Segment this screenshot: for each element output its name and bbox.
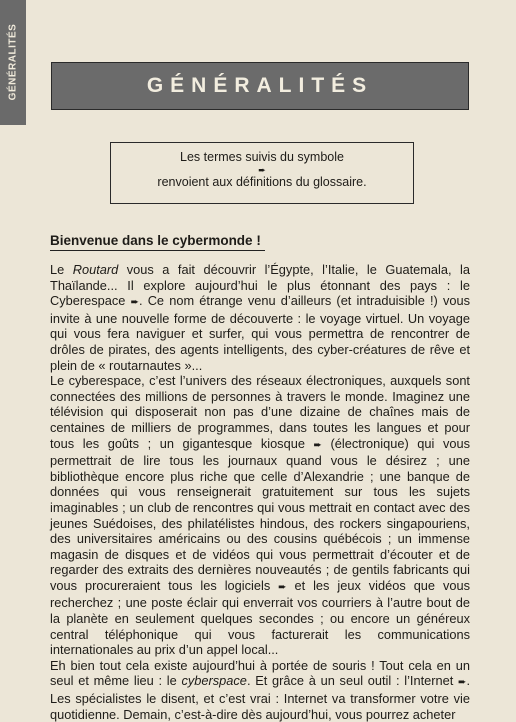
p2-text-c: et les jeux vidéos que vous recherchez ; une poste éclair qui enverrait vos courriers à l’autre bout de la planète en seulement quelques secondes ; ou encore un généreux central téléphonique qui vous facturerait les communications internationales au prix d’un appel local...: [50, 577, 471, 658]
side-tab-label: GÉNÉRALITÉS: [7, 23, 19, 101]
body-text: [50, 262, 470, 722]
page-title: GÉNÉRALITÉS: [146, 74, 374, 97]
p3-cyberspace: cyberspace: [181, 673, 247, 689]
paragraph-2: [50, 373, 470, 658]
glossary-note-line2: renvoient aux définitions du glossaire.: [157, 175, 367, 189]
p1-text-c: vous a fait découvrir l’Égypte, l’Italie, le Guatemala, la Thaïlande... Il explore aujourd’hui le plus étonnant des pays : le Cyberespace: [50, 262, 470, 309]
p3-text-a: Eh bien tout cela existe aujourd’hui à portée de souris ! Tout cela en un seul et même lieu : le: [50, 657, 470, 689]
glossary-arrow-icon: ➨: [130, 297, 139, 309]
title-banner: [51, 62, 469, 110]
p1-text-a: Le: [50, 262, 73, 277]
section-heading: Bienvenue dans le cybermonde !: [50, 233, 265, 251]
glossary-arrow-icon: ➨: [258, 165, 266, 175]
glossary-arrow-icon: ➨: [458, 677, 467, 689]
p2-text-b: (électronique) qui vous permettrait de lire tous les journaux quand vous le désirez ; une bibliothèque encore plus riche que celle d’Alexandrie ; une banque de données qui vous renseignerait gratuitement sur tous les sujets imaginables ; un club de rencontres qui vous mettrait en contact avec des jeunes Suédoises, des philatélistes hindous, des rockers singapouriens, des universitaires américains ou des cousins québécois ; un immense magasin de disques et de vidéos qui vous permettrait d’écouter et de regarder des extraits des dernières nouveautés ; de gentils fabricants qui vous procureraient tous les logiciels: [50, 435, 470, 593]
p2-text-a: Le cyberespace, c’est l’univers des réseaux électroniques, auxquels sont connectées des millions de personnes à travers le monde. Imaginez une télévision qui disposerait non pas d’une dizaine de chaînes mais de centaines de milliers de programmes, dans toutes les langues et pour tous les goûts ; un gigantesque kiosque: [50, 373, 470, 451]
p1-routard: Routard: [72, 262, 119, 277]
p3-text-d: . Les spécialistes le disent, et c’est vrai : Internet va transformer votre vie quotidienne. Demain, c’est-à-dire dès aujourd’hui, vous pourrez acheter: [50, 673, 470, 722]
paragraph-3: [50, 658, 470, 722]
p3-text-c: . Et grâce à un seul outil : l’Internet: [246, 673, 459, 689]
glossary-arrow-icon: ➨: [278, 581, 287, 593]
glossary-note-line1: Les termes suivis du symbole: [180, 150, 344, 164]
section-side-tab: [0, 0, 26, 125]
paragraph-1: [50, 262, 470, 373]
glossary-note-box: [110, 142, 414, 204]
glossary-arrow-icon: ➨: [313, 439, 322, 451]
p1-text-d: . Ce nom étrange venu d’ailleurs (et intraduisible !) vous invite à une nouvelle forme de découverte : le voyage virtuel. Un voyage qui vous fera naviguer et surfer, qui vous permettra de rencontrer de drôles de pirates, des agents intelligents, des cyber-créatures de rêve et plein de « routarnautes »...: [50, 293, 470, 373]
